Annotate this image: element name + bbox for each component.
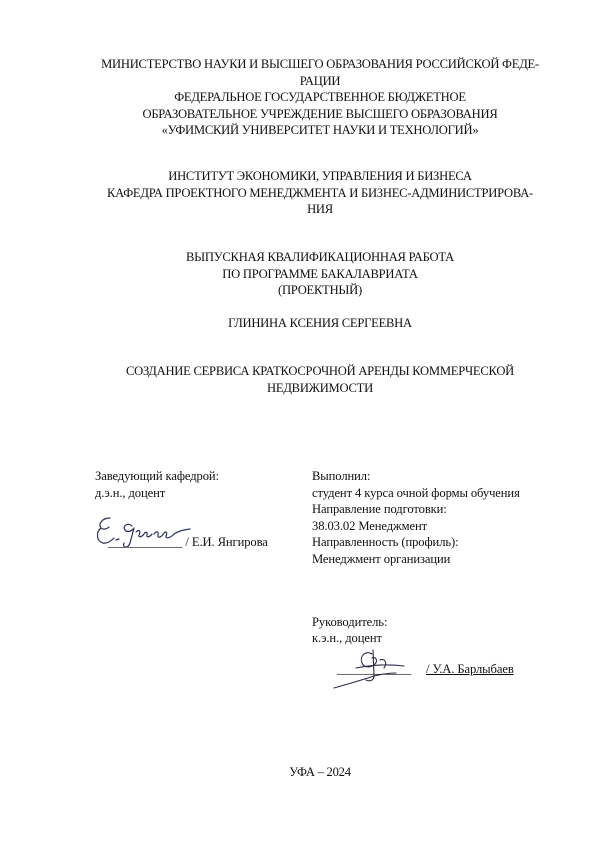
performer-role: Выполнил:	[312, 469, 371, 483]
city-year: УФА – 2024	[289, 765, 351, 779]
header-line: МИНИСТЕРСТВО НАУКИ И ВЫСШЕГО ОБРАЗОВАНИЯ РОССИЙСКОЙ ФЕДЕ-	[101, 57, 539, 71]
header-line: «УФИМСКИЙ УНИВЕРСИТЕТ НАУКИ И ТЕХНОЛОГИЙ»	[161, 123, 479, 138]
performer-student: студент 4 курса очной формы обучения	[312, 486, 520, 500]
profile-label: Направленность (профиль):	[312, 535, 459, 549]
header-line: РАЦИИ	[299, 73, 341, 88]
profile-value: Менеджмент организации	[312, 552, 451, 566]
title-line: НЕДВИЖИМОСТИ	[267, 380, 373, 395]
institute-line: КАФЕДРА ПРОЕКТНОГО МЕНЕДЖМЕНТА И БИЗНЕС-АДМИНИСТРИРОВА-	[107, 185, 533, 200]
direction-value: 38.03.02 Менеджмент	[312, 519, 428, 533]
ministry-header	[80, 56, 560, 139]
head-of-department-signature-line: ____________ / Е.И. Янгирова	[108, 535, 268, 549]
header-line: ОБРАЗОВАТЕЛЬНОЕ УЧРЕЖДЕНИЕ ВЫСШЕГО ОБРАЗОВАНИЯ	[142, 106, 498, 121]
supervisor-signature	[326, 646, 422, 692]
title-line: СОЗДАНИЕ СЕРВИСА КРАТКОСРОЧНОЙ АРЕНДЫ КОММЕРЧЕСКОЙ	[125, 364, 515, 378]
institute-line: НИЯ	[307, 202, 333, 217]
supervisor-role: Руководитель:	[312, 615, 388, 629]
author-name: ГЛИНИНА КСЕНИЯ СЕРГЕЕВНА	[228, 316, 412, 330]
supervisor-name: / У.А. Барлыбаев	[426, 662, 514, 676]
head-of-department-role: Заведующий кафедрой:	[95, 469, 219, 483]
work-type-block	[80, 249, 560, 299]
head-of-department-signature	[92, 512, 204, 552]
institute-block	[80, 168, 560, 218]
institute-line: ИНСТИТУТ ЭКОНОМИКИ, УПРАВЛЕНИЯ И БИЗНЕСА	[168, 169, 472, 183]
direction-label: Направление подготовки:	[312, 502, 447, 516]
header-line: ФЕДЕРАЛЬНОЕ ГОСУДАРСТВЕННОЕ БЮДЖЕТНОЕ	[174, 90, 466, 105]
work-type-line: ПО ПРОГРАММЕ БАКАЛАВРИАТА	[222, 266, 418, 281]
thesis-title	[80, 363, 560, 396]
supervisor-degree: к.э.н., доцент	[312, 631, 382, 645]
supervisor-signature-line: ____________	[337, 662, 412, 676]
work-type-line: ВЫПУСКНАЯ КВАЛИФИКАЦИОННАЯ РАБОТА	[186, 250, 454, 264]
work-type-line: (ПРОЕКТНЫЙ)	[278, 283, 362, 298]
head-of-department-degree: д.э.н., доцент	[95, 486, 166, 500]
